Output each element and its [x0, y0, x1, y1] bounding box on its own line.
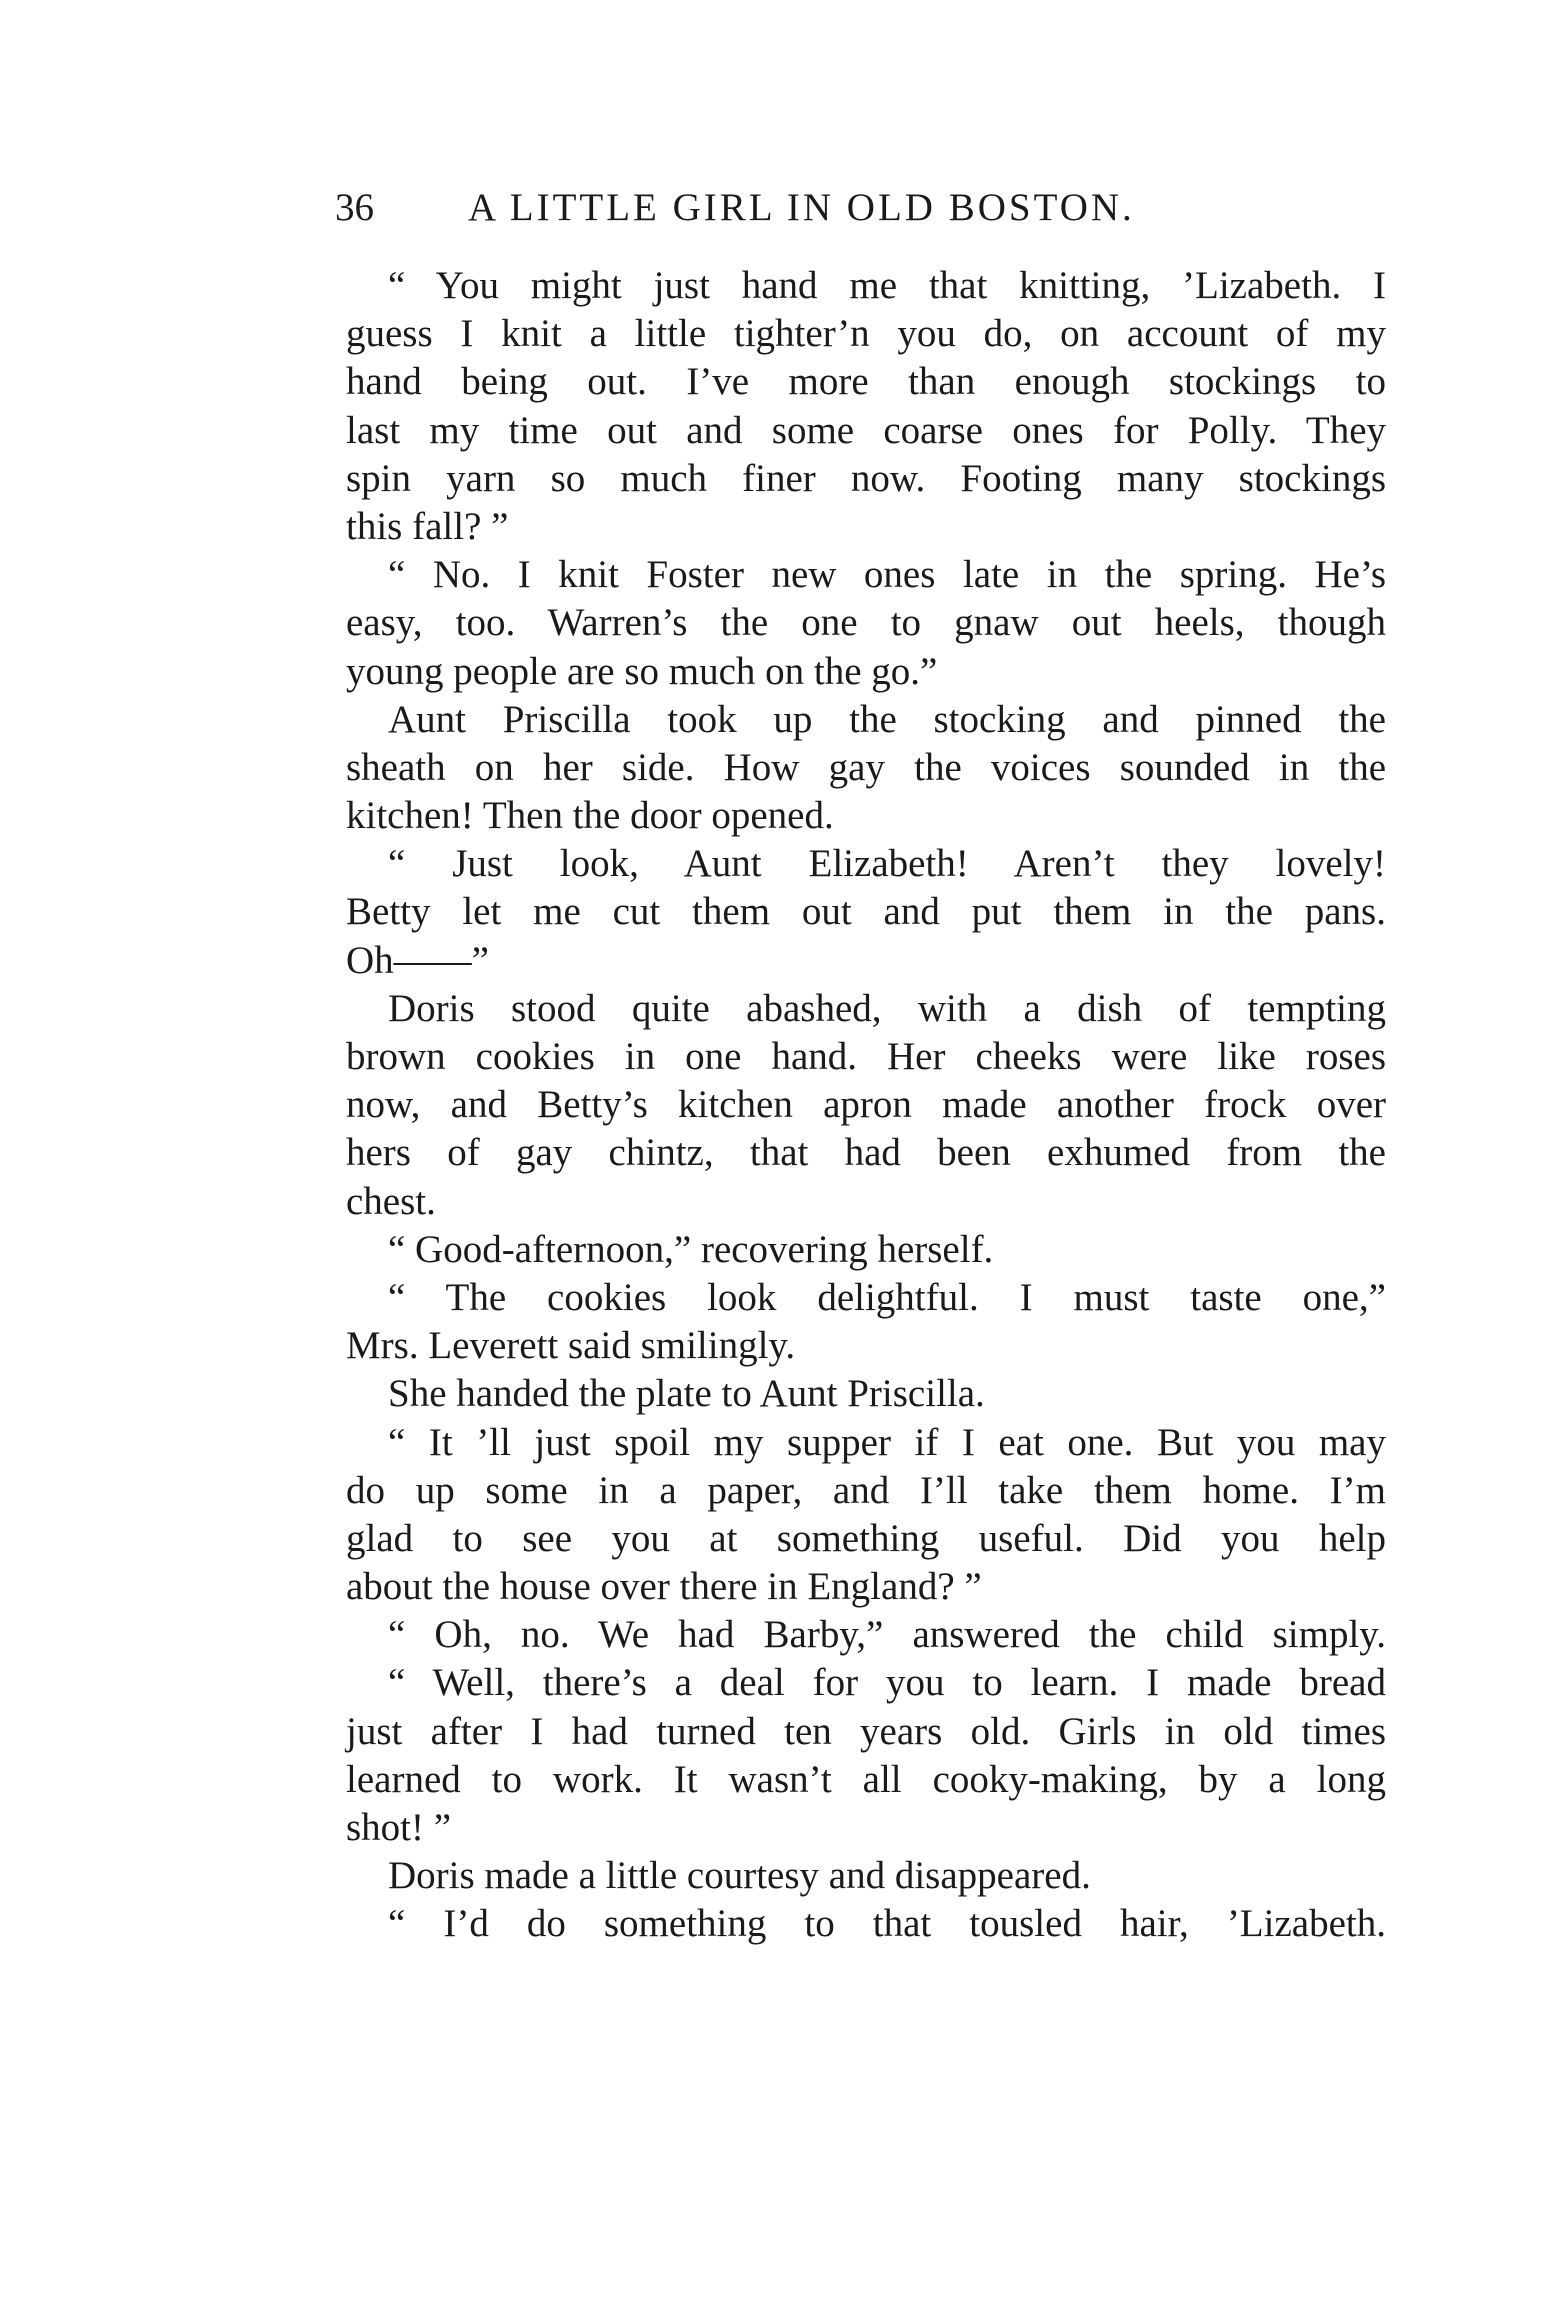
text-line: “ You might just hand me that knitting, ’Lizabeth. I: [388, 264, 1386, 307]
text-line: Betty let me cut them out and put them in the pans.: [346, 890, 1386, 934]
page-number: 36: [335, 186, 374, 229]
text-line: Doris made a little courtesy and disappeared.: [388, 1854, 1091, 1898]
text-line: brown cookies in one hand. Her cheeks were like roses: [346, 1035, 1386, 1078]
text-line: “ Well, there’s a deal for you to learn. I made bread: [388, 1661, 1386, 1705]
body-text: [346, 262, 1386, 1949]
text-line: Doris stood quite abashed, with a dish of tempting: [388, 986, 1386, 1030]
text-line: young people are so much on the go.”: [346, 649, 938, 693]
text-line: this fall? ”: [346, 504, 509, 548]
text-line: shot! ”: [346, 1806, 452, 1849]
text-line: “ The cookies look delightful. I must taste one,”: [388, 1275, 1386, 1319]
text-line: just after I had turned ten years old. Girls in old times: [346, 1709, 1386, 1753]
text-line: kitchen! Then the door opened.: [346, 794, 834, 838]
text-line: Oh——”: [346, 938, 489, 982]
text-line: glad to see you at something useful. Did you help: [346, 1516, 1386, 1560]
text-line: “ Oh, no. We had Barby,” answered the child simply.: [388, 1613, 1386, 1657]
text-line: spin yarn so much finer now. Footing many stockings: [346, 456, 1386, 500]
text-line: about the house over there in England? ”: [346, 1565, 982, 1609]
text-line: guess I knit a little tighter’n you do, on account of my: [346, 312, 1386, 356]
text-line: “ No. I knit Foster new ones late in the spring. He’s: [388, 553, 1386, 597]
running-title: A LITTLE GIRL IN OLD BOSTON.: [468, 186, 1135, 229]
text-line: “ I’d do something to that tousled hair, ’Lizabeth.: [388, 1902, 1386, 1946]
text-line: “ Good-afternoon,” recovering herself.: [388, 1227, 994, 1271]
running-head: [335, 178, 1395, 238]
text-line: hand being out. I’ve more than enough stockings to: [346, 360, 1386, 404]
text-line: easy, too. Warren’s the one to gnaw out heels, though: [346, 601, 1386, 645]
text-line: now, and Betty’s kitchen apron made another frock over: [346, 1083, 1386, 1127]
text-line: last my time out and some coarse ones for Polly. They: [346, 408, 1386, 452]
text-line: hers of gay chintz, that had been exhumed from the: [346, 1131, 1386, 1175]
text-line: sheath on her side. How gay the voices sounded in the: [346, 745, 1386, 789]
text-line: chest.: [346, 1179, 436, 1223]
text-line: do up some in a paper, and I’ll take them home. I’m: [346, 1468, 1386, 1512]
text-line: She handed the plate to Aunt Priscilla.: [388, 1372, 985, 1416]
text-line: Aunt Priscilla took up the stocking and pinned the: [388, 697, 1386, 741]
text-line: learned to work. It wasn’t all cooky-making, by a long: [346, 1757, 1386, 1801]
text-line: “ It ’ll just spoil my supper if I eat one. But you may: [388, 1420, 1386, 1464]
text-line: “ Just look, Aunt Elizabeth! Aren’t they lovely!: [388, 842, 1386, 886]
text-line: Mrs. Leverett said smilingly.: [346, 1324, 796, 1368]
